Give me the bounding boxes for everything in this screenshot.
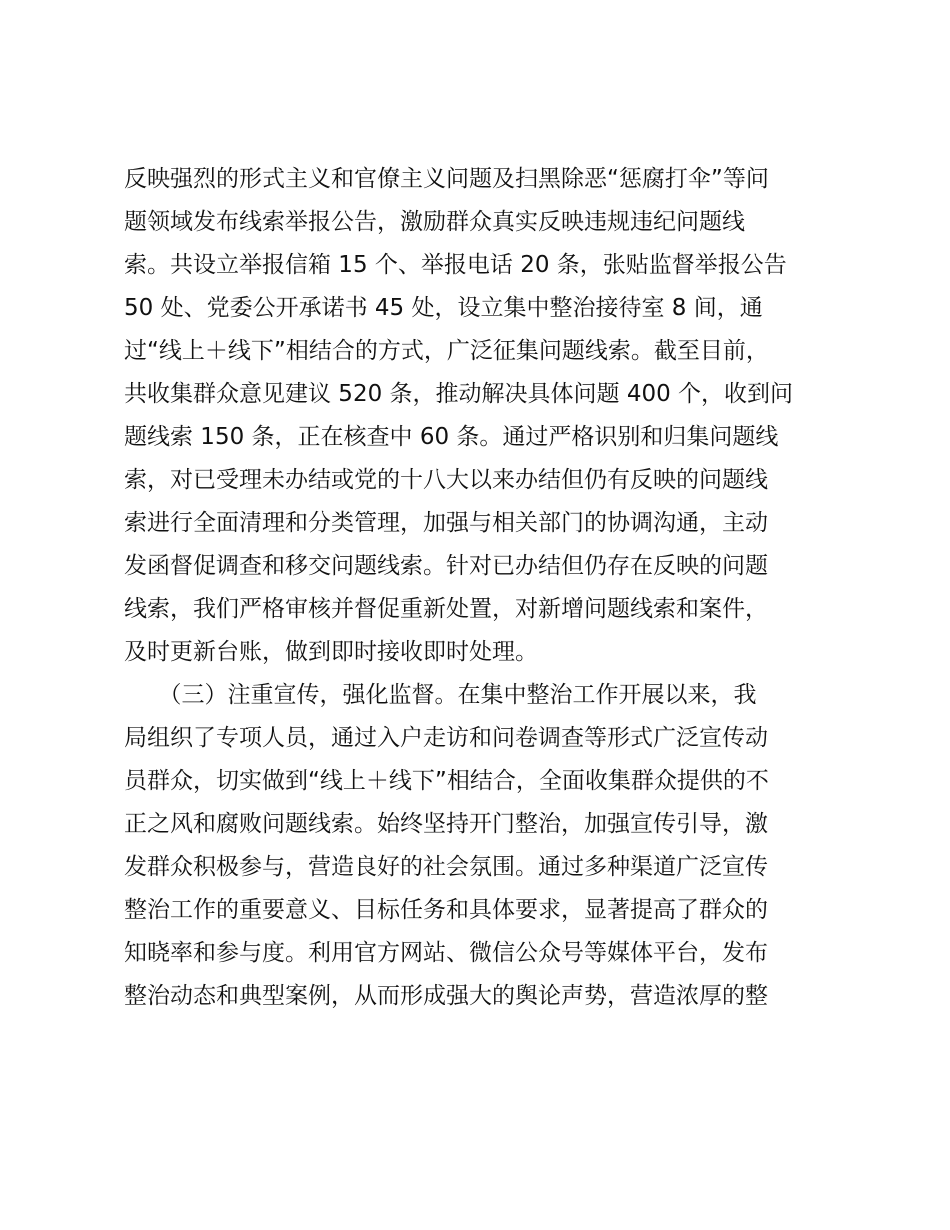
text-line-19: 知晓率和参与度。利用官方网站、微信公众号等媒体平台，发布 [124,940,768,966]
text-line-1: 反映强烈的形式主义和官僚主义问题及扫黑除恶“惩腐打伞”等问 [124,166,769,192]
text-line-7: 题线索 150 条，正在核查中 60 条。通过严格识别和归集问题线 [124,424,779,450]
text-line-8: 索，对已受理未办结或党的十八大以来办结但仍有反映的问题线 [124,467,768,493]
text-line-15: 员群众，切实做到“线上＋线下”相结合，全面收集群众提供的不 [124,768,769,794]
text-line-14: 局组织了专项人员，通过入户走访和问卷调查等形式广泛宣传动 [124,725,768,751]
body-text [124,158,836,1018]
text-line-18: 整治工作的重要意义、目标任务和具体要求，显著提高了群众的 [124,897,768,923]
text-line-12: 及时更新台账，做到即时接收即时处理。 [124,639,538,665]
text-line-11: 线索，我们严格审核并督促重新处置，对新增问题线索和案件， [124,596,768,622]
text-line-16: 正之风和腐败问题线索。始终坚持开门整治，加强宣传引导，激 [124,811,768,837]
text-line-13: （三）注重宣传，强化监督。在集中整治工作开展以来，我 [124,682,757,708]
text-line-10: 发函督促调查和移交问题线索。针对已办结但仍存在反映的问题 [124,553,768,579]
text-line-2: 题领域发布线索举报公告，激励群众真实反映违规违纪问题线 [124,209,745,235]
text-line-5: 过“线上＋线下”相结合的方式，广泛征集问题线索。截至目前， [124,338,769,364]
text-line-4: 50 处、党委公开承诺书 45 处，设立集中整治接待室 8 间，通 [124,295,763,321]
text-line-6: 共收集群众意见建议 520 条，推动解决具体问题 400 个，收到问 [124,381,794,407]
text-line-20: 整治动态和典型案例，从而形成强大的舆论声势，营造浓厚的整 [124,983,768,1009]
text-line-9: 索进行全面清理和分类管理，加强与相关部门的协调沟通，主动 [124,510,768,536]
text-line-17: 发群众积极参与，营造良好的社会氛围。通过多种渠道广泛宣传 [124,854,768,880]
text-line-3: 索。共设立举报信箱 15 个、举报电话 20 条，张贴监督举报公告 [124,252,787,278]
